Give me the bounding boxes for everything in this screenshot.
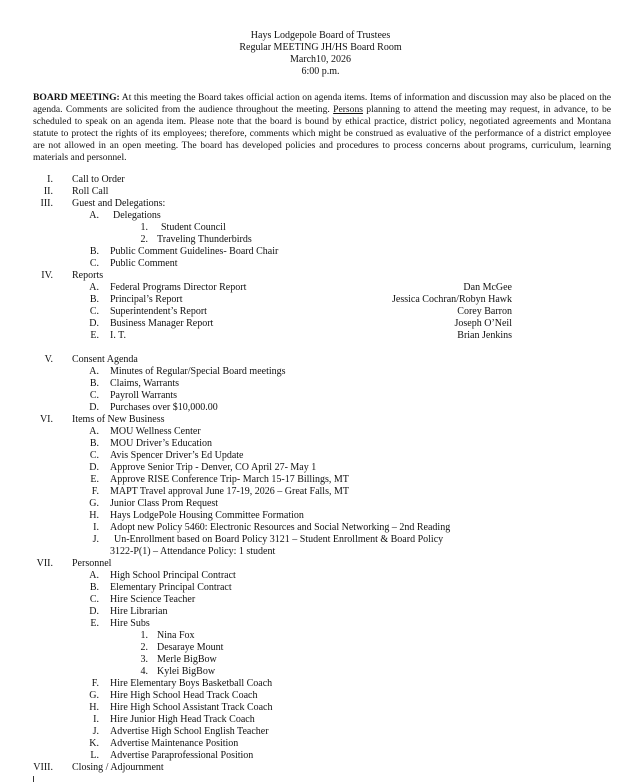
item-letter: A. xyxy=(89,426,99,437)
agenda-item xyxy=(0,750,641,762)
presenter-name: Corey Barron xyxy=(457,306,512,317)
item-text: High School Principal Contract xyxy=(110,570,236,581)
agenda-item xyxy=(0,258,641,270)
section-number: VIII. xyxy=(33,762,53,773)
agenda-item xyxy=(0,426,641,438)
item-text: Approve Senior Trip - Denver, CO April 27- May 1 xyxy=(110,462,317,473)
section-number: I. xyxy=(47,174,53,185)
agenda-item xyxy=(0,714,641,726)
agenda-item xyxy=(0,498,641,510)
item-text: Public Comment xyxy=(110,258,178,269)
agenda-item xyxy=(0,534,641,546)
presenter-name: Joseph O’Neil xyxy=(454,318,512,329)
text-cursor-mark xyxy=(33,776,34,782)
item-text: Advertise Paraprofessional Position xyxy=(110,750,254,761)
item-letter: C. xyxy=(89,450,99,461)
item-letter: A. xyxy=(89,366,99,377)
subitem-number: 4. xyxy=(140,666,148,677)
item-text: Payroll Warrants xyxy=(110,390,178,401)
item-letter: E. xyxy=(90,474,99,485)
item-letter: J. xyxy=(92,726,99,737)
presenter-name: Jessica Cochran/Robyn Hawk xyxy=(392,294,512,305)
agenda-item xyxy=(0,450,641,462)
item-letter: D. xyxy=(89,318,99,329)
item-text: Hire Junior High Head Track Coach xyxy=(110,714,255,725)
item-letter: K. xyxy=(89,738,99,749)
meeting-title: Regular MEETING JH/HS Board Room xyxy=(239,42,402,53)
item-letter: F. xyxy=(91,486,99,497)
item-text: Public Comment Guidelines- Board Chair xyxy=(110,246,279,257)
item-letter: A. xyxy=(89,570,99,581)
agenda-item xyxy=(0,378,641,390)
agenda-item xyxy=(0,522,641,534)
item-text: Approve RISE Conference Trip- March 15-17 Billings, MT xyxy=(110,474,349,485)
report-item xyxy=(0,282,641,294)
item-text: Principal’s Report xyxy=(110,294,183,305)
agenda-item xyxy=(0,486,641,498)
subitem-text: Merle BigBow xyxy=(157,654,217,665)
subitem-number: 1. xyxy=(140,630,148,641)
agenda-item xyxy=(0,570,641,582)
section-title: Reports xyxy=(72,270,104,281)
item-letter: B. xyxy=(89,246,99,257)
item-text: Hire Subs xyxy=(110,618,150,629)
subitem-text: Nina Fox xyxy=(157,630,195,641)
item-text: Purchases over $10,000.00 xyxy=(110,402,218,413)
item-text: Un-Enrollment based on Board Policy 3121 – Student Enrollment & Board Policy xyxy=(114,534,444,545)
agenda-item xyxy=(0,462,641,474)
item-letter: A. xyxy=(89,210,99,221)
item-letter: B. xyxy=(89,294,99,305)
section-title: Consent Agenda xyxy=(72,354,138,365)
report-item xyxy=(0,330,641,342)
item-letter: J. xyxy=(92,534,99,545)
item-letter: C. xyxy=(89,306,99,317)
meeting-date: March10, 2026 xyxy=(289,54,352,65)
report-item xyxy=(0,306,641,318)
document-header xyxy=(0,30,641,78)
item-letter: D. xyxy=(89,462,99,473)
presenter-name: Dan McGee xyxy=(463,282,512,293)
intro-lead: BOARD MEETING: xyxy=(33,92,120,103)
item-text: Adopt new Policy 5460: Electronic Resources and Social Networking – 2nd Reading xyxy=(110,522,451,533)
item-text: Avis Spencer Driver’s Ed Update xyxy=(110,450,244,461)
agenda-item xyxy=(0,366,641,378)
item-letter: F. xyxy=(91,678,99,689)
section-title: Items of New Business xyxy=(72,414,165,425)
agenda-item xyxy=(0,438,641,450)
agenda-section xyxy=(0,198,641,210)
agenda-subitem xyxy=(0,642,641,654)
agenda-item xyxy=(0,246,641,258)
report-item xyxy=(0,294,641,306)
agenda-subitem xyxy=(0,234,641,246)
presenter-name: Brian Jenkins xyxy=(457,330,512,341)
subitem-text: Kylei BigBow xyxy=(157,666,216,677)
intro-underlined-word: Persons xyxy=(333,104,363,115)
item-text: MOU Wellness Center xyxy=(110,426,201,437)
subitem-text: Traveling Thunderbirds xyxy=(157,234,252,245)
item-letter: E. xyxy=(90,618,99,629)
section-number: IV. xyxy=(41,270,53,281)
subitem-text: Desaraye Mount xyxy=(157,642,224,653)
item-text: Claims, Warrants xyxy=(110,378,179,389)
subitem-number: 2. xyxy=(140,642,148,653)
item-letter: I. xyxy=(93,714,99,725)
item-letter: C. xyxy=(89,258,99,269)
subitem-number: 2. xyxy=(140,234,148,245)
agenda-item-continuation xyxy=(0,546,641,558)
agenda-item xyxy=(0,510,641,522)
item-letter: B. xyxy=(89,438,99,449)
agenda-item xyxy=(0,582,641,594)
item-letter: A. xyxy=(89,282,99,293)
subitem-number: 1. xyxy=(140,222,148,233)
agenda-item xyxy=(0,726,641,738)
intro-paragraph xyxy=(33,92,611,164)
agenda-item xyxy=(0,690,641,702)
item-text: MOU Driver’s Education xyxy=(110,438,213,449)
item-letter: H. xyxy=(89,702,99,713)
agenda-section xyxy=(0,354,641,366)
intro-text-part1: At this meeting the Board takes official action on agenda items. Items of information and discussion may also be placed on the agenda. Comments are solicited from the audience throughout the meeting. xyxy=(33,92,611,115)
agenda-item xyxy=(0,606,641,618)
agenda-section xyxy=(0,414,641,426)
item-letter: I. xyxy=(93,522,99,533)
agenda-subitem xyxy=(0,666,641,678)
intro-text-part2: planning to attend the meeting may request, in advance, to be scheduled to speak on an agenda item. Please note that the board is bound by ethical practice, district policy, negotiated agreements and Montana statute to protect the rights of its employees; therefore, comments which might be construed as evaluative of the performance of a district employee are not allowed in an open meeting. The board has developed policies and procedures to process concerns about programs, curriculum, learning materials and personnel. xyxy=(33,104,611,163)
section-number: V. xyxy=(44,354,53,365)
section-number: VI. xyxy=(39,414,53,425)
item-text: MAPT Travel approval June 17-19, 2026 – Great Falls, MT xyxy=(110,486,349,497)
section-number: II. xyxy=(43,186,53,197)
section-number: III. xyxy=(40,198,53,209)
agenda-section xyxy=(0,762,641,774)
agenda-subitem xyxy=(0,222,641,234)
section-title: Call to Order xyxy=(72,174,125,185)
item-letter: E. xyxy=(90,330,99,341)
meeting-time: 6:00 p.m. xyxy=(301,66,340,77)
item-letter: L. xyxy=(90,750,99,761)
item-text: Hire High School Head Track Coach xyxy=(110,690,258,701)
agenda-item xyxy=(0,210,641,222)
subitem-number: 3. xyxy=(140,654,148,665)
item-text: Delegations xyxy=(113,210,161,221)
item-text: I. T. xyxy=(110,330,127,341)
agenda-item xyxy=(0,594,641,606)
subitem-text: Student Council xyxy=(161,222,226,233)
section-number: VII. xyxy=(36,558,53,569)
agenda-subitem xyxy=(0,630,641,642)
item-letter: G. xyxy=(89,498,99,509)
item-text: Hire Science Teacher xyxy=(110,594,196,605)
section-title: Guest and Delegations: xyxy=(72,198,166,209)
agenda-item xyxy=(0,474,641,486)
section-title: Personnel xyxy=(72,558,112,569)
agenda-section xyxy=(0,186,641,198)
agenda-item xyxy=(0,738,641,750)
agenda-subitem xyxy=(0,654,641,666)
agenda-section xyxy=(0,174,641,186)
item-text: Minutes of Regular/Special Board meetings xyxy=(110,366,286,377)
report-item xyxy=(0,318,641,330)
agenda-item xyxy=(0,390,641,402)
agenda-item xyxy=(0,678,641,690)
section-title: Closing / Adjournment xyxy=(72,762,164,773)
section-title: Roll Call xyxy=(72,186,109,197)
agenda-item xyxy=(0,702,641,714)
item-letter: C. xyxy=(89,594,99,605)
item-letter: H. xyxy=(89,510,99,521)
board-name: Hays Lodgepole Board of Trustees xyxy=(250,30,391,41)
item-text: Hire Elementary Boys Basketball Coach xyxy=(110,678,273,689)
item-text: Hire Librarian xyxy=(110,606,168,617)
item-text: Hays LodgePole Housing Committee Formation xyxy=(110,510,304,521)
agenda-section xyxy=(0,558,641,570)
item-text: Business Manager Report xyxy=(110,318,214,329)
item-letter: B. xyxy=(89,378,99,389)
item-text: Junior Class Prom Request xyxy=(110,498,219,509)
agenda-item xyxy=(0,402,641,414)
item-letter: B. xyxy=(89,582,99,593)
item-letter: G. xyxy=(89,690,99,701)
item-text: Advertise Maintenance Position xyxy=(110,738,239,749)
item-letter: D. xyxy=(89,402,99,413)
item-text-continuation: 3122-P(1) – Attendance Policy: 1 student xyxy=(110,546,276,557)
item-text: Elementary Principal Contract xyxy=(110,582,232,593)
item-text: Federal Programs Director Report xyxy=(110,282,247,293)
item-letter: D. xyxy=(89,606,99,617)
agenda-list xyxy=(0,174,641,774)
item-text: Hire High School Assistant Track Coach xyxy=(110,702,273,713)
item-letter: C. xyxy=(89,390,99,401)
agenda-item xyxy=(0,618,641,630)
item-text: Advertise High School English Teacher xyxy=(110,726,269,737)
agenda-section xyxy=(0,270,641,282)
item-text: Superintendent’s Report xyxy=(110,306,207,317)
